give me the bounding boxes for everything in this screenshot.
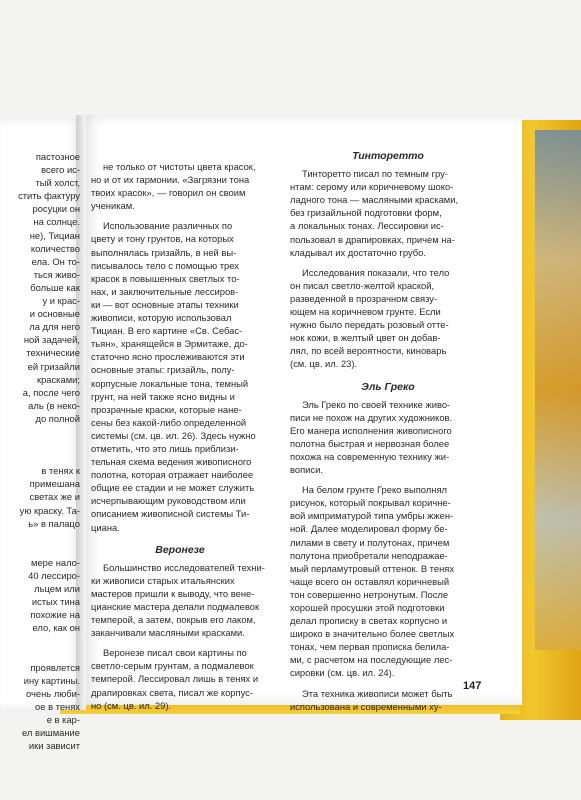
text-line-fragment (0, 530, 80, 543)
text-line: заканчивали масляными красками. (91, 627, 245, 639)
text-line: грунт, на ней также ясно видны и (91, 390, 235, 402)
text-line: Использование различных по (103, 220, 233, 232)
text-line-fragment: похожие на (30, 609, 80, 621)
text-line: похожа на современную технику жи- (290, 450, 450, 462)
text-line: На белом грунте Греко выполнял (302, 484, 447, 496)
text-line-fragment: технические (26, 347, 80, 359)
text-line: исчерпывающим руководством или (91, 495, 246, 507)
text-line-fragment: росуцки он (32, 203, 80, 215)
text-line: основные этапы: гризайль, полу- (91, 364, 235, 376)
text-line: Его манера исполнения живописного (290, 424, 452, 436)
text-line-fragment: мере нало- (31, 556, 80, 568)
paragraph (290, 398, 486, 477)
text-line-fragment: 40 лессиро- (28, 570, 80, 581)
text-line-fragment (0, 648, 80, 661)
text-line: системы (см. цв. ил. 26). Здесь нужно (91, 429, 256, 441)
text-line-fragment: ело, как он (32, 622, 80, 634)
text-line: но (см. цв. ил. 29). (91, 699, 172, 711)
text-line-fragment: ую краску. Та- (19, 504, 80, 516)
text-line: (см. цв. ил. 23). (290, 358, 358, 370)
text-line-fragment: пастозное (35, 151, 80, 162)
paragraph (91, 160, 269, 212)
text-line-fragment: аль (в неко- (28, 399, 80, 411)
text-line-fragment: красками; (36, 373, 80, 385)
text-line: тельная схема ведения живописного (91, 456, 252, 468)
cover-illustration-strip (535, 130, 581, 650)
text-line: нтам: серому или коричневому шоко- (290, 181, 454, 193)
text-line: Веронезе писал свои картины по (103, 647, 247, 659)
text-line-fragment: ей гризайли (27, 360, 80, 372)
text-line: корпусные локальные тона, темный (91, 377, 249, 389)
text-line: кладывал их достаточно грубо. (290, 246, 426, 258)
text-line-fragment: очень люби- (25, 687, 80, 699)
text-line: делал прописку в светах корпусно и (290, 615, 448, 627)
paragraph (91, 219, 269, 533)
text-line: тон совершенно нетронутым. После (290, 588, 449, 600)
text-line-fragment: льцем или (34, 583, 80, 595)
text-line-fragment: истых тина (31, 596, 80, 608)
text-line: лял, по всей вероятности, киноварь (290, 345, 447, 357)
text-line-fragment: и основные (29, 308, 80, 320)
text-line-fragment: ла для него (29, 321, 80, 333)
text-line: полутона приобретали неподражае- (290, 549, 448, 561)
text-line: светло-серым грунтам, а подмалевок (91, 660, 254, 672)
text-line-fragment: всего ис- (41, 164, 80, 176)
text-line: отметить, что это лишь приблизи- (91, 442, 239, 454)
text-line: он писал светло-желтой краской, (290, 279, 435, 291)
text-line-fragment: ь» в палацо (28, 517, 80, 529)
text-line-fragment (0, 451, 80, 464)
text-line-fragment: на солнце. (33, 216, 80, 228)
text-line: драпировках света, писал же корпус- (91, 686, 253, 698)
text-line: пользовал в драпировках, причем на- (290, 233, 455, 245)
text-line: твоих красок», — говорил он своим (91, 187, 246, 199)
text-line: ми, с расчетом на последующие лес- (290, 654, 453, 666)
text-line: лилами в свету и полутонах, причем (290, 536, 450, 548)
text-line: темперой. Лессировал лишь в тенях и (91, 673, 259, 685)
text-line: описанием живописной системы Ти- (91, 508, 250, 520)
text-line-fragment: а, после чего (22, 386, 80, 398)
text-line-fragment: ики зависит (28, 740, 80, 752)
text-line-fragment: проявлется (30, 661, 80, 673)
text-line-fragment: ться живо- (33, 268, 80, 280)
text-line-fragment: примешана (29, 478, 80, 490)
text-line: без гризайльной подготовки форм, (290, 207, 442, 219)
text-line-fragment (0, 543, 80, 556)
text-line: мастеров пришли к выводу, что вене- (91, 587, 255, 599)
text-line-fragment: ое в тенях (35, 700, 80, 712)
page-number: 147 (463, 680, 482, 692)
text-line: нах, и заключительные лессиров- (91, 285, 239, 297)
text-line-fragment: не), Тициан (29, 229, 80, 241)
paragraph (290, 167, 486, 259)
text-line-fragment (0, 438, 80, 451)
paragraph (91, 646, 269, 711)
text-line-fragment: стить фактуру (18, 190, 80, 202)
text-line: Исследования показали, что тело (302, 266, 450, 278)
text-line: Тинторетто писал по темным гру- (302, 168, 448, 180)
text-line: рисунок, который покрывал коричне- (290, 497, 451, 509)
text-line: разведенной в прозрачном связу- (290, 292, 438, 304)
text-line: цвету и тону грунтов, на которых (91, 233, 234, 245)
text-line-fragment: до полной (35, 412, 80, 424)
text-line: ученикам. (91, 200, 135, 212)
text-line: писывалось тело с помощью трех (91, 259, 239, 271)
text-line: вописи. (290, 464, 323, 476)
text-line: Большинство исследователей техни- (103, 561, 265, 573)
section-heading-veronese: Веронезе (155, 543, 205, 556)
text-line: хорошей просушки этой подготовки (290, 602, 445, 613)
section-heading-tintoretto: Тинторетто (352, 150, 424, 162)
paragraph (290, 266, 486, 371)
text-line: прозрачные краски, которые нане- (91, 403, 242, 415)
text-line: красок в повышенных светлых то- (91, 272, 240, 284)
text-line: общие ее стадии и не может служить (91, 482, 255, 494)
text-line: ки — вот основные этапы техники (91, 298, 239, 310)
text-line: циана. (91, 521, 120, 533)
text-line: использована и современными ху- (290, 700, 442, 712)
text-line: нужно было передать розовый отте- (290, 319, 449, 331)
text-line: живописи, которую использовал (91, 312, 232, 324)
text-line: ки живописи старых итальянских (91, 574, 235, 586)
text-line: ющем на коричневом грунте. Если (290, 306, 441, 318)
text-line: полотна, которая отражает наиболее (91, 469, 254, 481)
text-line-fragment: светах же и (29, 491, 80, 503)
text-line: не только от чистоты цвета красок, (103, 161, 256, 172)
text-line: писи не похож на других художников. (290, 411, 453, 423)
text-line: цианские мастера делали подмалевок (91, 601, 260, 612)
text-line: широко в значительно более светлых (290, 628, 455, 640)
text-line: выполнялась гризайль, в ней вы- (91, 246, 237, 258)
section-heading-greco: Эль Греко (361, 380, 415, 393)
text-line: тьян», хранящейся в Эрмитаже, до- (91, 338, 248, 350)
text-line: а локальных тонах. Лессировки ис- (290, 220, 444, 232)
paragraph (290, 687, 486, 713)
text-line: Эль Греко по своей технике живо- (302, 398, 451, 410)
right-column (290, 150, 486, 713)
paragraph (290, 483, 486, 679)
text-line-fragment: ину картины. (23, 674, 80, 686)
text-line: темперой, а затем, покрыв его лаком, (91, 614, 256, 626)
text-line: нок кожи, в желтый цвет он добав- (290, 332, 441, 344)
text-line-fragment: количество (30, 242, 80, 254)
text-line-fragment: тый холст, (35, 177, 80, 189)
text-line-fragment: ел вишмание (21, 727, 80, 739)
text-line: Тициан. В его картине «Св. Себас- (91, 325, 243, 337)
text-line: вой имприматурой типа умбры жжен- (290, 510, 454, 522)
left-page-text (0, 150, 80, 752)
left-column (91, 160, 269, 712)
text-line: статочно ясно прослеживаются эти (91, 351, 245, 363)
text-line-fragment: ела. Он то- (31, 255, 80, 267)
text-line: сировки (см. цв. ил. 24). (290, 667, 395, 679)
paragraph (91, 561, 269, 640)
text-line: полотна быстрая и нервозная более (290, 437, 450, 449)
text-line-fragment: у и крас- (42, 295, 80, 307)
text-line-fragment (0, 425, 80, 438)
text-line-fragment: в тенях к (41, 465, 80, 477)
text-line-fragment: е в кар- (46, 714, 80, 726)
text-line: ладного тона — масляными красками, (290, 194, 459, 206)
text-line: мый перламутровый оттенок. В тенях (290, 562, 455, 574)
text-line: чаще всего он оставлял коричневый (290, 575, 450, 587)
text-line-fragment: ной задачей, (23, 334, 80, 346)
text-line: ной. Далее моделировал форму бе- (290, 523, 448, 535)
text-line: Эта техника живописи может быть (302, 687, 453, 699)
text-line-fragment: больше как (30, 281, 80, 293)
text-line: тонах, чем первая прописка белила- (290, 641, 450, 653)
text-line: но и от их гармонии. «Загрязни тона (91, 174, 250, 186)
text-line: сены без какой-либо определенной (91, 416, 247, 428)
text-line-fragment (0, 634, 80, 647)
